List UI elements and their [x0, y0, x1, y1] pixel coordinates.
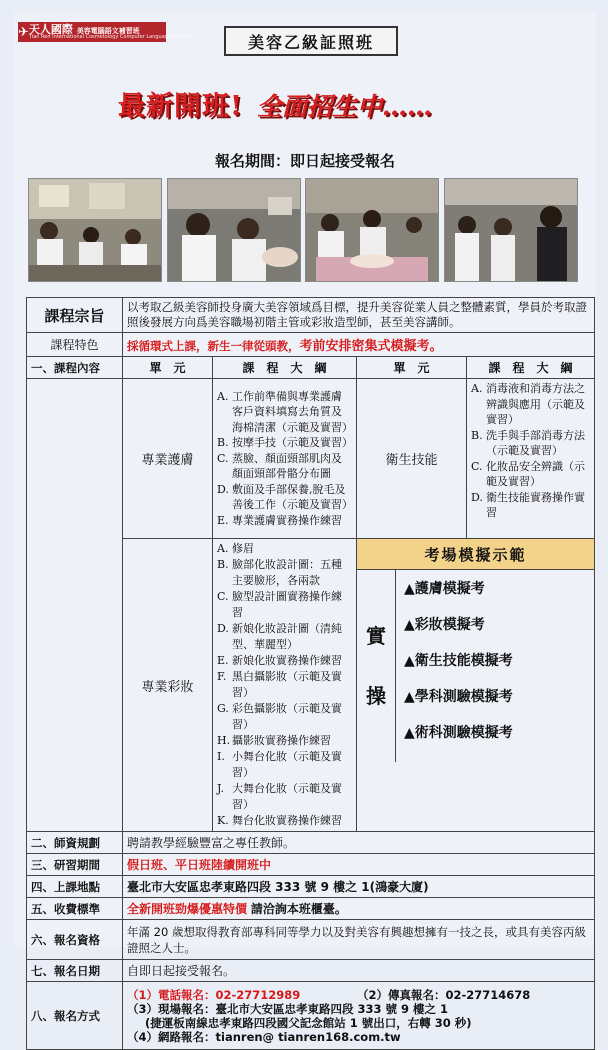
- web-email-link[interactable]: tianren@ tianren168.com.tw: [215, 1029, 401, 1044]
- flyer-page: [14, 12, 596, 1044]
- purpose-text: 以考取乙級美容師投身廣大美容領域爲目標，提升美容從業人員之整體素質，學員於考取證照後發展方向爲美容職場初階主管或彩妝造型師，甚至美容講師。: [123, 298, 595, 333]
- list-item: A. 修眉: [217, 542, 254, 555]
- location-label: 四、上課地點: [27, 876, 123, 898]
- list-item: A. 消毒液和消毒方法之辨識與應用（示範及實習）: [471, 382, 585, 426]
- list-item: G. 彩色攝影妝（示範及實習）: [217, 702, 342, 731]
- date-row: [27, 960, 595, 982]
- list-item: J. 大舞台化妝（示範及實習）: [217, 782, 342, 811]
- onsite-directions: (捷運板南線忠孝東路四段國父記念館站 1 號出口，右轉 30 秒): [145, 1015, 472, 1030]
- teacher-row: [27, 832, 595, 854]
- list-item: C. 蒸臉、顏面頸部肌肉及顏面頸部骨骼分布圖: [217, 451, 342, 481]
- list-item: C. 化妝品安全辨識（示範及實習）: [471, 459, 585, 488]
- period-label: 三、研習期間: [27, 854, 123, 876]
- hygiene-outline: [471, 381, 590, 521]
- fax-number: 02-27714678: [445, 987, 531, 1002]
- course-title: 美容乙級証照班: [224, 26, 398, 56]
- practical-label: 實 操: [357, 570, 396, 762]
- headline-new-class: 最新開班!: [118, 91, 243, 122]
- exam-simulation-list: [396, 570, 594, 762]
- fee-label: 五、收費標準: [27, 898, 123, 920]
- features-text: 採循環式上課，新生一律從頭教，: [127, 339, 300, 353]
- qualification-label: 六、報名資格: [27, 920, 123, 960]
- content-header-row: [27, 357, 595, 379]
- list-item: B. 臉部化妝設計圖：五種主要臉形，各兩款: [217, 558, 342, 587]
- list-item: H. 攝影妝實務操作練習: [217, 734, 331, 747]
- headline-enrolling: 全面招生中……: [256, 92, 432, 121]
- phone-number[interactable]: 02-27712989: [215, 987, 301, 1002]
- list-item: ▲術科測驗模擬考: [404, 725, 513, 741]
- unit-makeup: 專業彩妝: [123, 539, 213, 832]
- fee-highlight: 全新開班勁爆優惠特價: [127, 902, 248, 916]
- purpose-row: [27, 298, 595, 333]
- list-item: B. 洗手與手部消毒方法（示範及實習）: [471, 428, 585, 457]
- list-item: F. 黑白攝影妝（示範及實習）: [217, 670, 342, 699]
- fee-row: [27, 898, 595, 920]
- list-item: C. 臉型設計圖實務操作練習: [217, 590, 342, 619]
- onsite-address: 臺北市大安區忠孝東路四段 333 號 9 樓之 1: [215, 1001, 449, 1016]
- method-row: [27, 982, 595, 1050]
- exam-simulation-panel: [357, 539, 595, 832]
- fax-label: （2）傳真報名：: [357, 987, 446, 1002]
- instructor-photo: [444, 178, 578, 282]
- logo-name: 天人國際 美容電腦語文補習班: [28, 23, 140, 36]
- makeup-outline: [217, 541, 352, 829]
- institute-logo[interactable]: [18, 22, 194, 42]
- list-item: D. 新娘化妝設計圖（清純型、華麗型）: [217, 622, 342, 651]
- unit-skincare: 專業護膚: [123, 379, 213, 539]
- training-photo: [167, 178, 301, 282]
- list-item: ▲彩妝模擬考: [404, 617, 485, 633]
- features-label: 課程特色: [50, 338, 99, 352]
- logo-english: Tian Ren International Cosmetology Computer Language Institute: [28, 34, 194, 40]
- unit-column-header: 單 元: [123, 357, 213, 379]
- registration-period: 報名期間：即日起接受報名: [214, 152, 395, 170]
- list-item: D. 衛生技能實務操作實習: [471, 490, 585, 519]
- features-highlight: 考前安排密集式模擬考。: [299, 339, 443, 354]
- classroom-photo: [28, 178, 162, 282]
- list-item: I. 小舞台化妝（示範及實習）: [217, 750, 342, 779]
- list-item: ▲護膚模擬考: [404, 581, 485, 597]
- location-text: 臺北市大安區忠孝東路四段 333 號 9 樓之 1(鴻豪大廈): [123, 876, 595, 898]
- list-item: ▲衛生技能模擬考: [404, 653, 513, 669]
- purpose-label: 課程宗旨: [44, 306, 105, 325]
- unit-hygiene: 衛生技能: [357, 379, 467, 539]
- exam-simulation-title: 考場模擬示範: [357, 539, 594, 570]
- logo-mark-icon: ✈: [18, 24, 29, 40]
- onsite-label: （3）現場報名：: [127, 1001, 216, 1016]
- list-item: B. 按摩手技（示範及實習）: [217, 436, 353, 450]
- date-label: 七、報名日期: [27, 960, 123, 982]
- fee-text: 請洽詢本班櫃臺。: [250, 902, 347, 916]
- period-row: [27, 854, 595, 876]
- practice-photo: [305, 178, 439, 282]
- photo-strip: [28, 178, 578, 282]
- list-item: D. 敷面及手部保養,脫毛及善後工作（示範及實習）: [217, 482, 353, 512]
- list-item: K. 舞台化妝實務操作練習: [217, 814, 342, 827]
- headline: [118, 84, 538, 124]
- list-item: E. 專業護膚實務操作練習: [217, 513, 342, 527]
- outline-column-header: 課 程 大 綱: [213, 357, 357, 379]
- web-label: （4）網路報名：: [127, 1029, 216, 1044]
- location-row: [27, 876, 595, 898]
- skincare-row: [27, 379, 595, 539]
- outline-column-header-2: 課 程 大 綱: [467, 357, 595, 379]
- period-text: 假日班、平日班陸續開班中: [123, 854, 595, 876]
- content-label: 一、課程內容: [27, 357, 123, 379]
- teacher-text: 聘請教學經驗豐富之專任教師。: [123, 832, 595, 854]
- list-item: E. 新娘化妝實務操作練習: [217, 654, 342, 667]
- qualification-row: [27, 920, 595, 960]
- unit-column-header-2: 單 元: [357, 357, 467, 379]
- method-label: 八、報名方式: [27, 982, 123, 1050]
- phone-label: （1）電話報名：: [127, 987, 216, 1002]
- list-item: ▲學科測驗模擬考: [404, 689, 513, 705]
- course-info-table: [26, 297, 595, 1050]
- skincare-outline: [217, 389, 352, 529]
- date-text: 自即日起接受報名。: [123, 960, 595, 982]
- qualification-text: 年滿 20 歲想取得教育部專科同等學力以及對美容有興趣想擁有一技之長，或具有美容丙級證照之人士。: [123, 920, 595, 960]
- features-row: [27, 333, 595, 357]
- teacher-label: 二、師資規劃: [27, 832, 123, 854]
- list-item: A. 工作前準備與專業護膚客戶資料填寫去角質及海棉清潔（示範及實習）: [217, 389, 353, 434]
